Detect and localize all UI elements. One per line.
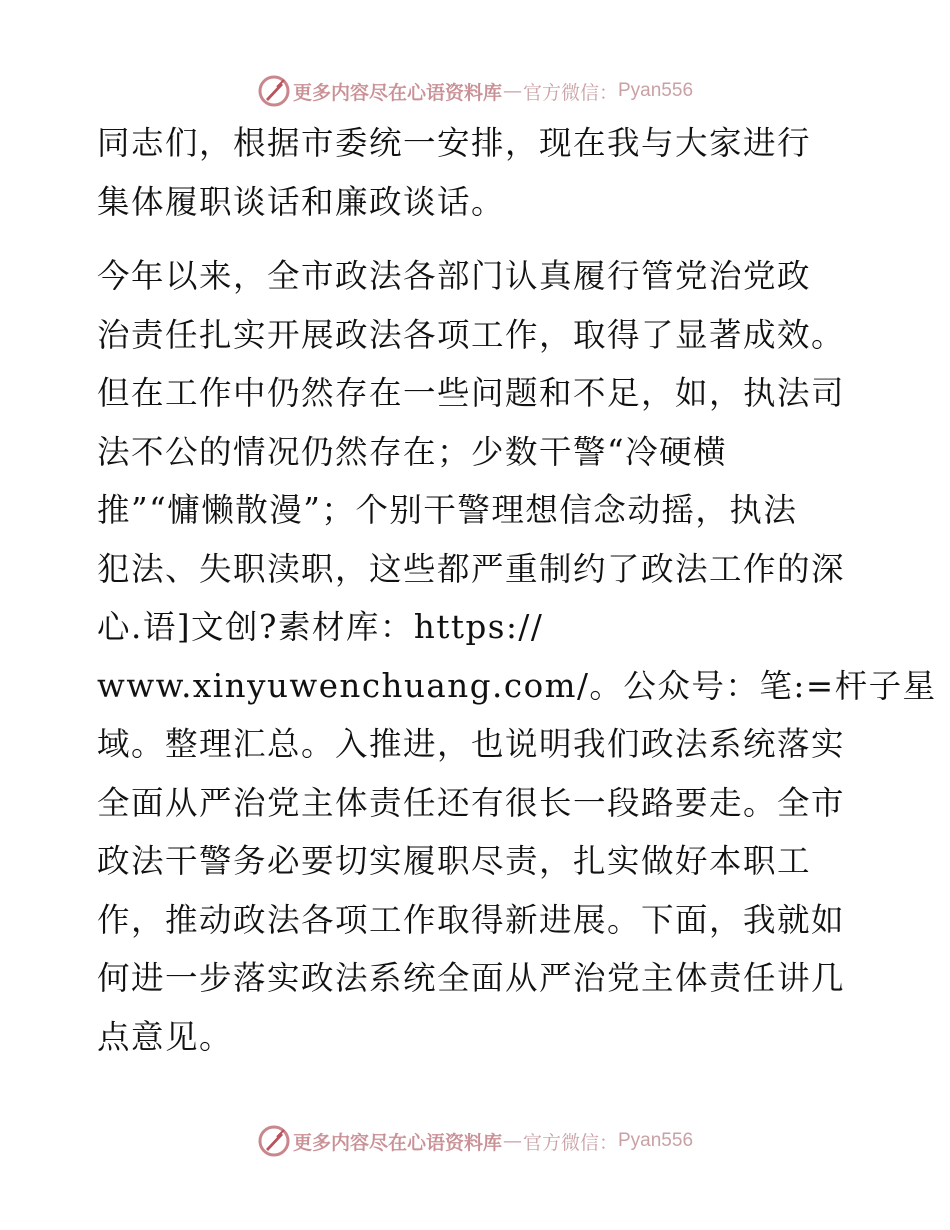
header-separator: — xyxy=(502,80,522,102)
text-line: 政法干警务必要切实履职尽责，扎实做好本职工 xyxy=(97,842,812,880)
footer-separator: — xyxy=(502,1130,522,1152)
footer-wechat-id: Pyan556 xyxy=(618,1130,694,1151)
text-line: 犯法、失职渎职，这些都严重制约了政法工作的深 xyxy=(97,549,846,588)
text-line: 集体履职谈话和廉政谈话。 xyxy=(97,182,506,221)
paragraph-2 xyxy=(97,247,937,1066)
text-line: 全面从严治党主体责任还有很长一段路要走。全市 xyxy=(97,783,846,822)
text-line: 心.语]文创?素材库：https:// xyxy=(97,608,544,646)
text-line: 治责任扎实开展政法各项工作，取得了显著成效。 xyxy=(97,315,846,354)
text-line: 域。整理汇总。入推进，也说明我们政法系统落实 xyxy=(97,725,846,763)
footer-brand: 更多内容尽在心语资料库 xyxy=(292,1131,502,1154)
quill-logo-icon xyxy=(257,1124,291,1158)
text-line: 作，推动政法各项工作取得新进展。下面，我就如 xyxy=(97,900,846,939)
header-wechat-label: 官方微信： xyxy=(522,81,618,104)
text-line: 点意见。 xyxy=(97,1017,234,1056)
text-line: 何进一步落实政法系统全面从严治党主体责任讲几 xyxy=(97,959,846,997)
header-wechat-id: Pyan556 xyxy=(618,80,694,101)
paragraph-1 xyxy=(97,114,857,231)
footer-watermark xyxy=(0,1121,950,1161)
text-line: 推”“慵懒散漫”；个别干警理想信念动摇，执法 xyxy=(97,491,798,529)
text-line: 今年以来，全市政法各部门认真履行管党治党政 xyxy=(97,257,812,295)
header-brand: 更多内容尽在心语资料库 xyxy=(292,81,502,104)
text-line: www.xinyuwenchuang.com/。公众号：笔:=杆子星 xyxy=(97,666,937,705)
quill-logo-icon xyxy=(257,74,291,108)
text-line: 法不公的情况仍然存在；少数干警“冷硬横 xyxy=(97,432,728,471)
document-body xyxy=(97,114,937,1066)
text-line: 同志们，根据市委统一安排，现在我与大家进行 xyxy=(97,124,812,162)
text-line: 但在工作中仍然存在一些问题和不足，如，执法司 xyxy=(97,374,846,412)
footer-wechat-label: 官方微信： xyxy=(522,1131,618,1154)
header-watermark xyxy=(0,71,950,111)
